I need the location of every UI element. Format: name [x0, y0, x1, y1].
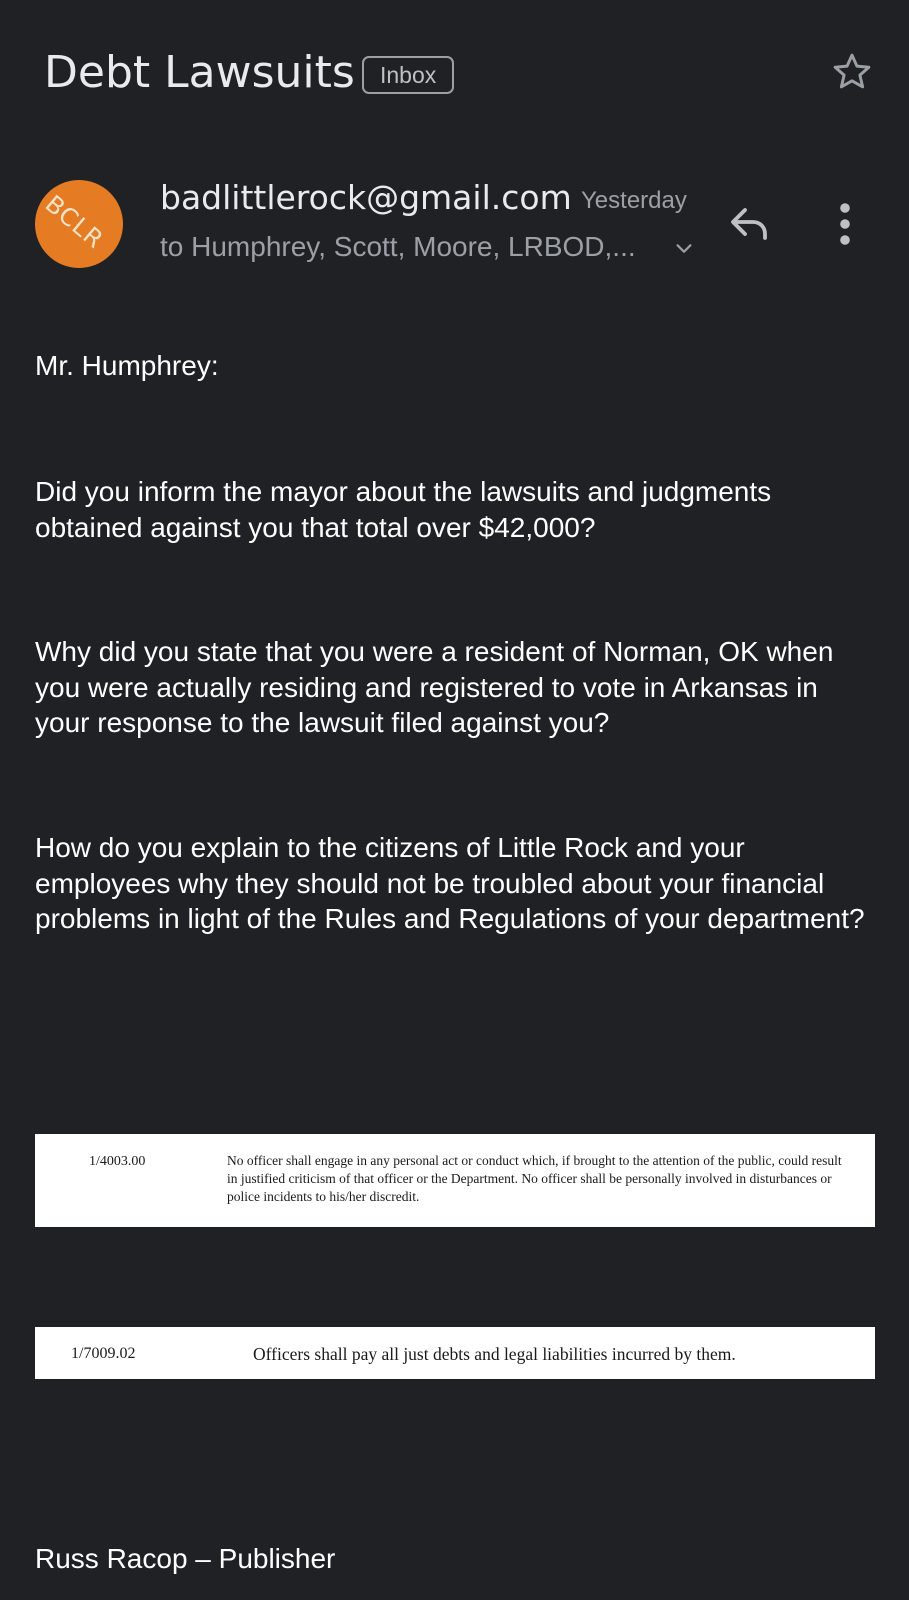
inbox-label-chip[interactable]: Inbox — [362, 56, 454, 94]
message-time: Yesterday — [581, 187, 687, 214]
rule-text: No officer shall engage in any personal act or conduct which, if brought to the attention of the public, could result in justified criticism of that officer or the Department. No officer shall be personally involved in disturbances or police incidents to his/her discredit. — [227, 1153, 842, 1204]
avatar[interactable] — [35, 180, 123, 268]
rule-excerpt-image — [35, 1134, 875, 1227]
sender-row[interactable] — [35, 178, 885, 278]
greeting: Mr. Humphrey: — [35, 350, 219, 381]
chevron-down-icon[interactable] — [673, 238, 695, 260]
recipients-summary[interactable]: to Humphrey, Scott, Moore, LRBOD,... — [160, 231, 636, 262]
paragraph: Did you inform the mayor about the lawsuits and judgments obtained against you that total over $42,000? — [35, 476, 772, 543]
email-subject: Debt Lawsuits — [44, 47, 355, 98]
rule-code: 1/4003.00 — [89, 1154, 146, 1169]
paragraph: Why did you state that you were a resident of Norman, OK when you were actually residing and registered to vote in Arkansas in your response to the lawsuit filed against you? — [35, 636, 834, 738]
rule-excerpt-image — [35, 1327, 875, 1379]
signature: Russ Racop – Publisher — [35, 1543, 336, 1574]
star-icon[interactable] — [830, 50, 874, 94]
rule-code: 1/7009.02 — [71, 1345, 136, 1362]
more-options-icon[interactable] — [825, 200, 865, 248]
email-header — [44, 44, 874, 104]
sender-email[interactable]: badlittlerock@gmail.com — [160, 178, 572, 217]
reply-icon[interactable] — [725, 200, 773, 248]
paragraph: How do you explain to the citizens of Little Rock and your employees why they should not be troubled about your financial problems in light of the Rules and Regulations of your department? — [35, 832, 865, 934]
avatar-initials: BCLR — [39, 189, 110, 255]
rule-text: Officers shall pay all just debts and legal liabilities incurred by them. — [253, 1344, 736, 1364]
